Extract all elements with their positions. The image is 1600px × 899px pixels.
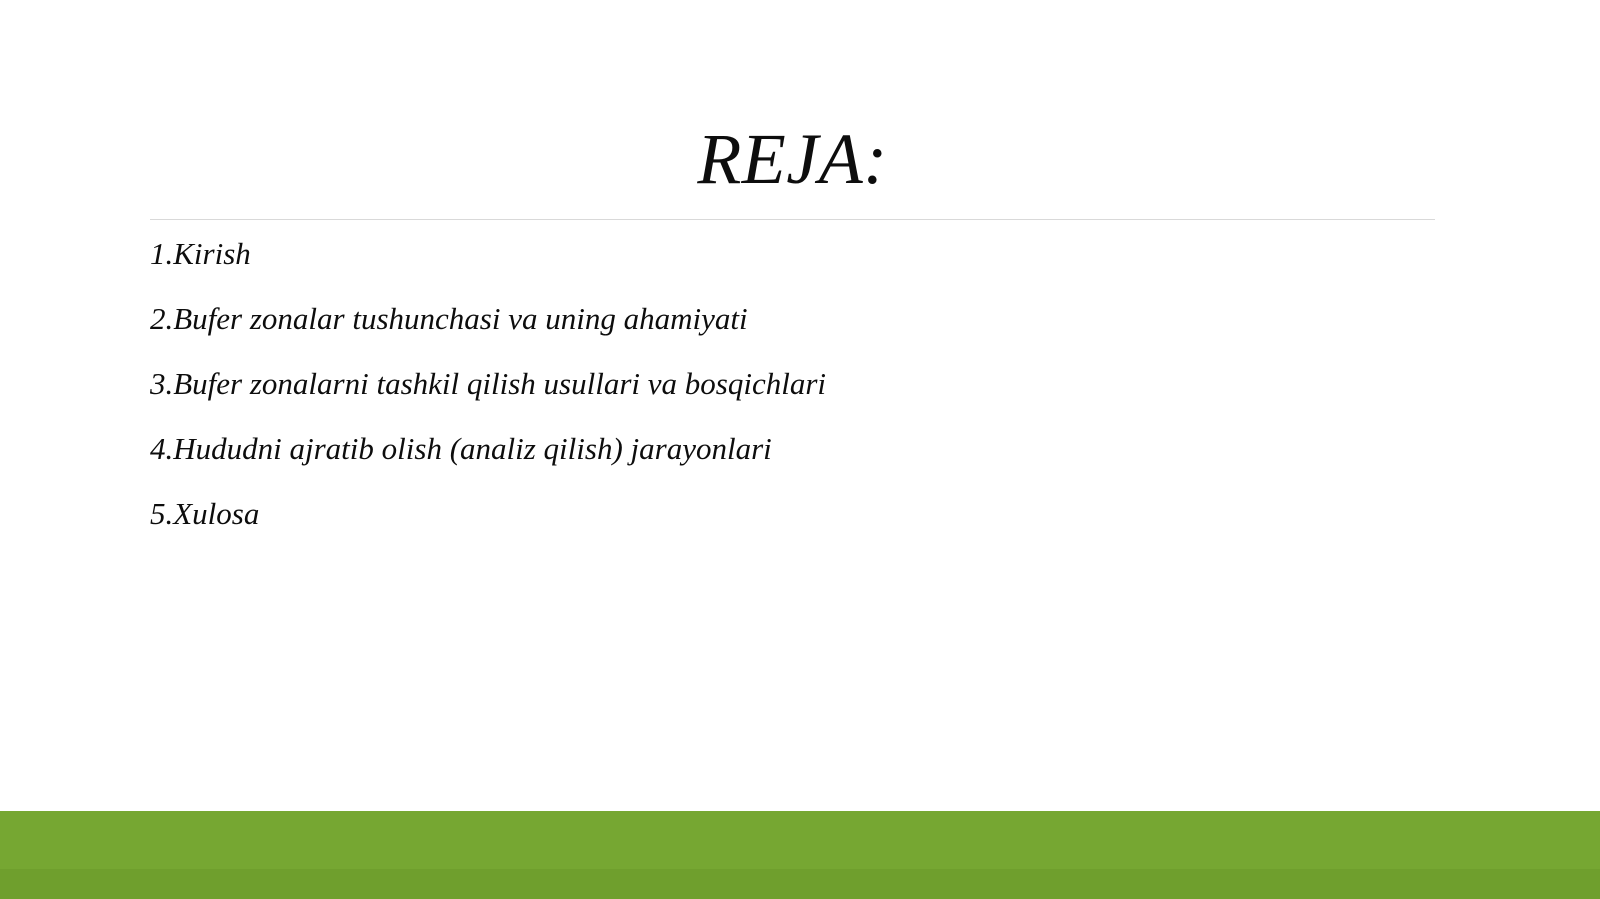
list-item: 2.Bufer zonalar tushunchasi va uning ahamiyati [150, 301, 748, 336]
footer-accent-bar [0, 869, 1600, 899]
list-item: 4.Hududni ajratib olish (analiz qilish) jarayonlari [150, 431, 772, 466]
page-title: REJA: [697, 119, 888, 199]
title-divider [150, 219, 1435, 220]
list-item: 1.Kirish [150, 236, 251, 271]
list-item: 3.Bufer zonalarni tashkil qilish usullari va bosqichlari [150, 366, 826, 401]
list-item: 5.Xulosa [150, 496, 260, 531]
agenda-list [150, 238, 1440, 563]
